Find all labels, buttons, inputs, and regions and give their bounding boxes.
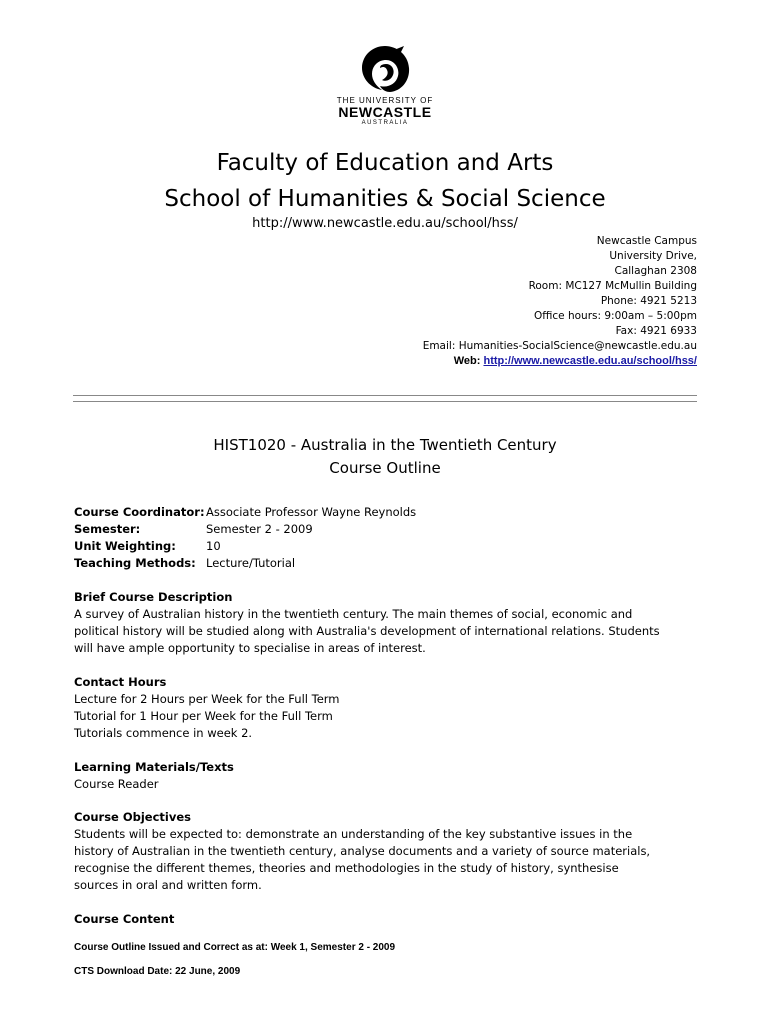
section-contact-hours [74, 674, 704, 742]
section-line: history of Australian in the twentieth century, analyse documents and a variety of source materials, [74, 844, 651, 858]
contact-office-hours: Office hours: 9:00am – 5:00pm [533, 310, 697, 322]
contact-room: Room: MC127 McMullin Building [528, 280, 697, 292]
section-heading: Learning Materials/Texts [74, 760, 234, 774]
section-description [74, 589, 704, 657]
issued-note: Course Outline Issued and Correct as at: Week 1, Semester 2 - 2009 [74, 942, 396, 953]
section-line: Students will be expected to: demonstrate an understanding of the key substantive issues in the [74, 827, 633, 841]
section-line: Course Reader [74, 777, 159, 791]
divider-bottom [73, 401, 697, 402]
contact-street: University Drive, [609, 250, 697, 262]
logo-line-3: AUSTRALIA [361, 120, 409, 126]
contact-fax: Fax: 4921 6933 [615, 325, 697, 337]
info-row [74, 538, 416, 555]
cts-download-date: CTS Download Date: 22 June, 2009 [74, 966, 241, 977]
contact-phone: Phone: 4921 5213 [600, 295, 697, 307]
course-heading [0, 434, 770, 480]
university-logo [0, 44, 770, 127]
section-line: sources in oral and written form. [74, 878, 262, 892]
section-line: will have ample opportunity to specialise in areas of interest. [74, 641, 426, 655]
section-line: Tutorial for 1 Hour per Week for the Full Term [74, 709, 333, 723]
contact-campus: Newcastle Campus [596, 235, 697, 247]
course-info [74, 504, 416, 572]
info-row [74, 555, 416, 572]
faculty-title: Faculty of Education and Arts [216, 150, 554, 176]
section-heading: Course Content [74, 912, 175, 926]
info-row [74, 504, 416, 521]
section-heading: Course Objectives [74, 810, 191, 824]
contact-block [423, 234, 697, 369]
info-label: Teaching Methods: [74, 556, 196, 570]
info-value: Associate Professor Wayne Reynolds [206, 505, 417, 519]
info-label: Course Coordinator: [74, 505, 205, 519]
info-label: Semester: [74, 522, 141, 536]
info-value: Semester 2 - 2009 [206, 522, 313, 536]
info-value: Lecture/Tutorial [206, 556, 296, 570]
section-line: political history will be studied along with Australia's development of international relations. Students [74, 624, 660, 638]
contact-suburb: Callaghan 2308 [614, 265, 697, 277]
web-link[interactable]: http://www.newcastle.edu.au/school/hss/ [483, 355, 697, 367]
divider-top [73, 395, 697, 396]
school-url: http://www.newcastle.edu.au/school/hss/ [252, 216, 518, 231]
contact-email: Email: Humanities-SocialScience@newcastle.edu.au [422, 340, 697, 352]
section-heading: Brief Course Description [74, 590, 233, 604]
section-content [74, 911, 704, 928]
info-value: 10 [206, 539, 221, 553]
contact-web [423, 354, 697, 369]
info-row [74, 521, 416, 538]
section-line: recognise the different themes, theories and methodologies in the study of history, synthesise [74, 861, 619, 875]
logo-line-1: THE UNIVERSITY OF [336, 96, 434, 105]
info-label: Unit Weighting: [74, 539, 176, 553]
section-heading: Contact Hours [74, 675, 167, 689]
logo-line-2: NEWCASTLE [338, 104, 432, 120]
section-line: Tutorials commence in week 2. [74, 726, 253, 740]
section-objectives [74, 809, 704, 894]
seahorse-crest-icon [358, 44, 412, 94]
section-line: Lecture for 2 Hours per Week for the Full Term [74, 692, 340, 706]
section-materials [74, 759, 704, 793]
section-line: A survey of Australian history in the twentieth century. The main themes of social, economic and [74, 607, 633, 621]
school-title: School of Humanities & Social Science [164, 186, 606, 212]
web-label: Web: [453, 355, 481, 367]
course-title: HIST1020 - Australia in the Twentieth Century [213, 436, 557, 454]
course-subtitle: Course Outline [329, 459, 441, 477]
